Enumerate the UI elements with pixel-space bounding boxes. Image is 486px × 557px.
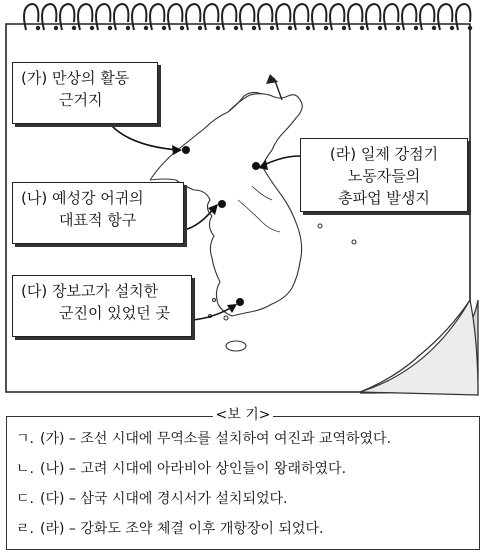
bogi-item [16,430,391,448]
marker-ga [182,146,190,154]
label-na-line2: 대표적 항구 [59,211,137,229]
bogi-title: <보 기> [213,406,273,424]
label-ga-line2: 근거지 [59,91,103,109]
bogi-item-mark: ㄹ. [16,521,34,537]
bogi-item [16,460,346,478]
bogi-item [16,490,287,508]
label-da [12,275,192,337]
label-ga-line1: (가) 만상의 활동 [21,69,130,87]
marker-na [218,200,226,208]
marker-da [236,298,244,306]
label-ra-line3: 총파업 발생지 [338,189,430,207]
marker-ra [252,162,260,170]
label-ra-line2: 노동자들의 [347,167,421,185]
bogi-item-mark: ㄱ. [16,431,34,447]
label-na-line1: (나) 예성강 어귀의 [21,189,144,207]
label-na [12,182,184,244]
bogi-item [16,520,323,538]
bogi-item-text: (가) – 조선 시대에 무역소를 설치하여 여진과 교역하였다. [39,431,392,447]
bogi-item-text: (나) – 고려 시대에 아라비아 상인들이 왕래하였다. [39,461,347,477]
label-da-line2: 군진이 있었던 곳 [59,304,170,322]
label-ra [300,138,468,212]
bogi-item-mark: ㄴ. [16,461,34,477]
label-ga [12,62,158,124]
label-ra-line1: (라) 일제 강점기 [329,145,439,163]
label-da-line1: (다) 장보고가 설치한 [21,282,159,300]
bogi-item-text: (라) – 강화도 조약 체결 이후 개항장이 되었다. [39,521,324,537]
bogi-item-mark: ㄷ. [16,491,34,507]
bogi-item-text: (다) – 삼국 시대에 경시서가 설치되었다. [39,491,288,507]
